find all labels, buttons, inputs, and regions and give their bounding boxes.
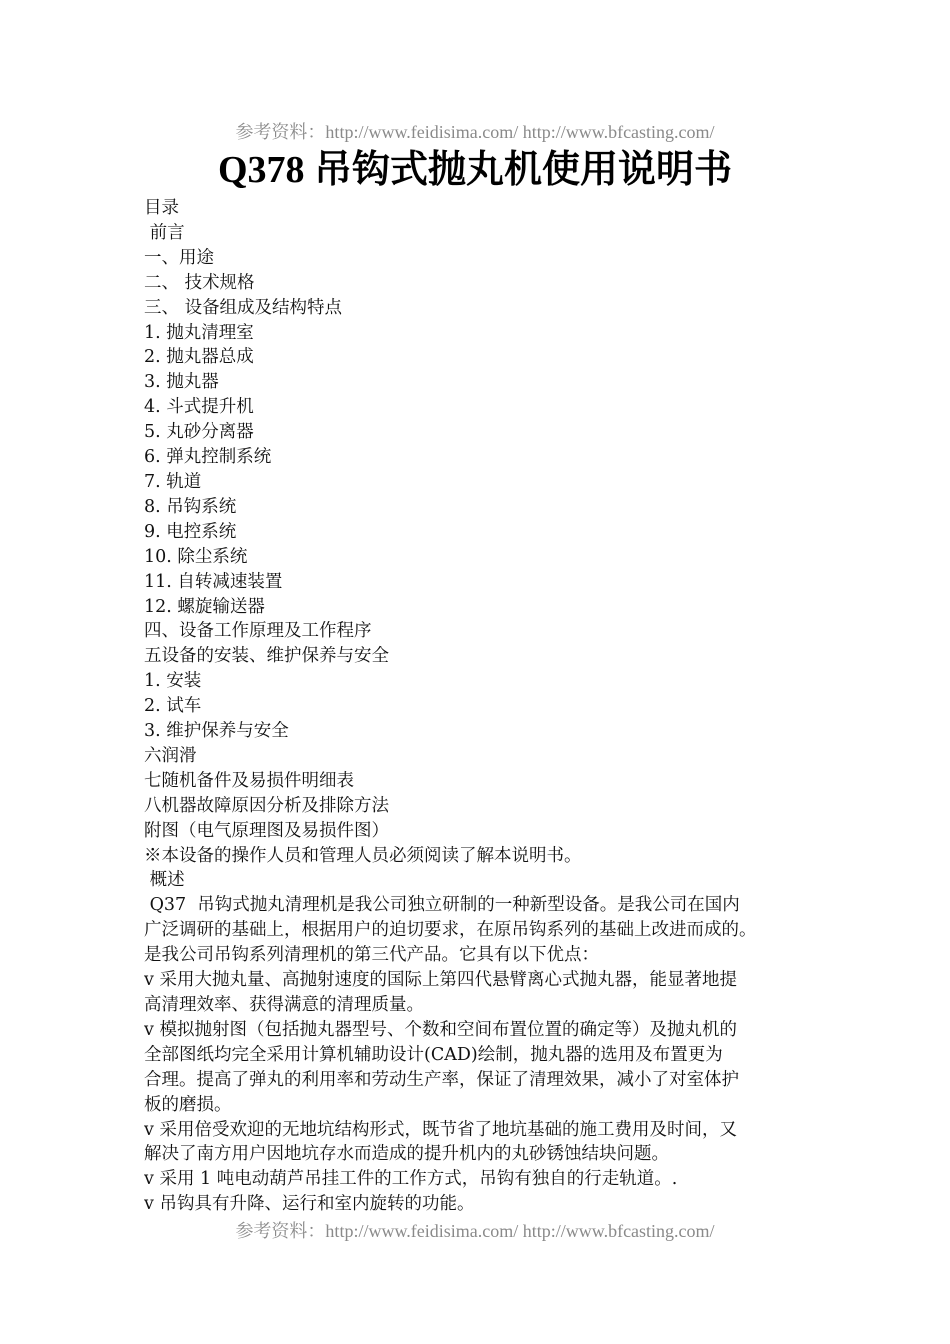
body-line: v 采用倍受欢迎的无地坑结构形式，既节省了地坑基础的施工费用及时间，又	[144, 1119, 737, 1140]
document-body	[144, 196, 824, 1217]
toc-item: 7. 轨道	[144, 471, 202, 492]
section-heading-overview: 概述	[144, 870, 185, 891]
toc-item: 3. 维护保养与安全	[144, 721, 289, 742]
overview-paragraph	[144, 893, 824, 1217]
toc-item: 二、 技术规格	[144, 272, 255, 293]
body-line: 合理。提高了弹丸的利用率和劳动生产率，保证了清理效果，减小了对室体护	[144, 1069, 739, 1090]
reference-footer: 参考资料：http://www.feidisima.com/ http://www.bfcasting.com/	[235, 1221, 715, 1241]
toc-item: 2. 试车	[144, 696, 202, 717]
toc-item: 6. 弹丸控制系统	[144, 447, 272, 468]
toc-heading: 目录	[144, 198, 179, 218]
toc-item: 8. 吊钩系统	[144, 496, 237, 517]
body-line: v 采用 1 吨电动葫芦吊挂工件的工作方式，吊钩有独自的行走轨道。.	[144, 1169, 678, 1190]
toc-item: 六润滑	[144, 745, 197, 766]
toc-item: 一、用途	[144, 247, 214, 268]
table-of-contents	[144, 196, 824, 893]
body-line: 板的磨损。	[144, 1094, 232, 1115]
body-line: v 采用大抛丸量、高抛射速度的国际上第四代悬臂离心式抛丸器，能显著地提	[144, 970, 737, 991]
toc-item: 五设备的安装、维护保养与安全	[144, 646, 389, 667]
toc-item: 12. 螺旋输送器	[144, 596, 265, 617]
toc-item: 9. 电控系统	[144, 521, 237, 542]
body-line: 解决了南方用户因地坑存水而造成的提升机内的丸砂锈蚀结块问题。	[144, 1144, 669, 1165]
notice-line: ※本设备的操作人员和管理人员必须阅读了解本说明书。	[144, 845, 582, 866]
toc-item: 1. 安装	[144, 671, 202, 692]
toc-item: 三、 设备组成及结构特点	[144, 297, 343, 318]
toc-item: 七随机备件及易损件明细表	[144, 770, 354, 791]
toc-item: 四、设备工作原理及工作程序	[144, 621, 372, 642]
toc-item: 3. 抛丸器	[144, 372, 219, 393]
toc-item: 八机器故障原因分析及排除方法	[144, 795, 389, 816]
toc-item: 11. 自转减速装置	[144, 571, 283, 592]
body-line: 高清理效率、获得满意的清理质量。	[144, 995, 424, 1015]
toc-item: 10. 除尘系统	[144, 546, 248, 567]
toc-item: 4. 斗式提升机	[144, 397, 254, 418]
toc-item: 5. 丸砂分离器	[144, 422, 254, 443]
body-line: v 吊钩具有升降、运行和室内旋转的功能。	[144, 1194, 475, 1215]
toc-item: 2. 抛丸器总成	[144, 347, 254, 368]
document-title: Q378 吊钩式抛丸机使用说明书	[217, 149, 733, 191]
body-line: 广泛调研的基础上，根据用户的迫切要求，在原吊钩系列的基础上改进而成的。	[144, 920, 757, 941]
body-line: Q37 吊钩式抛丸清理机是我公司独立研制的一种新型设备。是我公司在国内	[144, 895, 740, 916]
body-line: 全部图纸均完全采用计算机辅助设计(CAD)绘制，抛丸器的选用及布置更为	[144, 1044, 723, 1065]
body-line: v 模拟抛射图（包括抛丸器型号、个数和空间布置位置的确定等）及抛丸机的	[144, 1019, 737, 1040]
body-line: 是我公司吊钩系列清理机的第三代产品。它具有以下优点：	[144, 945, 599, 966]
toc-item: 前言	[144, 222, 185, 243]
toc-item: 附图（电气原理图及易损件图）	[144, 820, 389, 841]
reference-header: 参考资料：http://www.feidisima.com/ http://www.bfcasting.com/	[235, 122, 715, 142]
toc-item: 1. 抛丸清理室	[144, 322, 254, 343]
